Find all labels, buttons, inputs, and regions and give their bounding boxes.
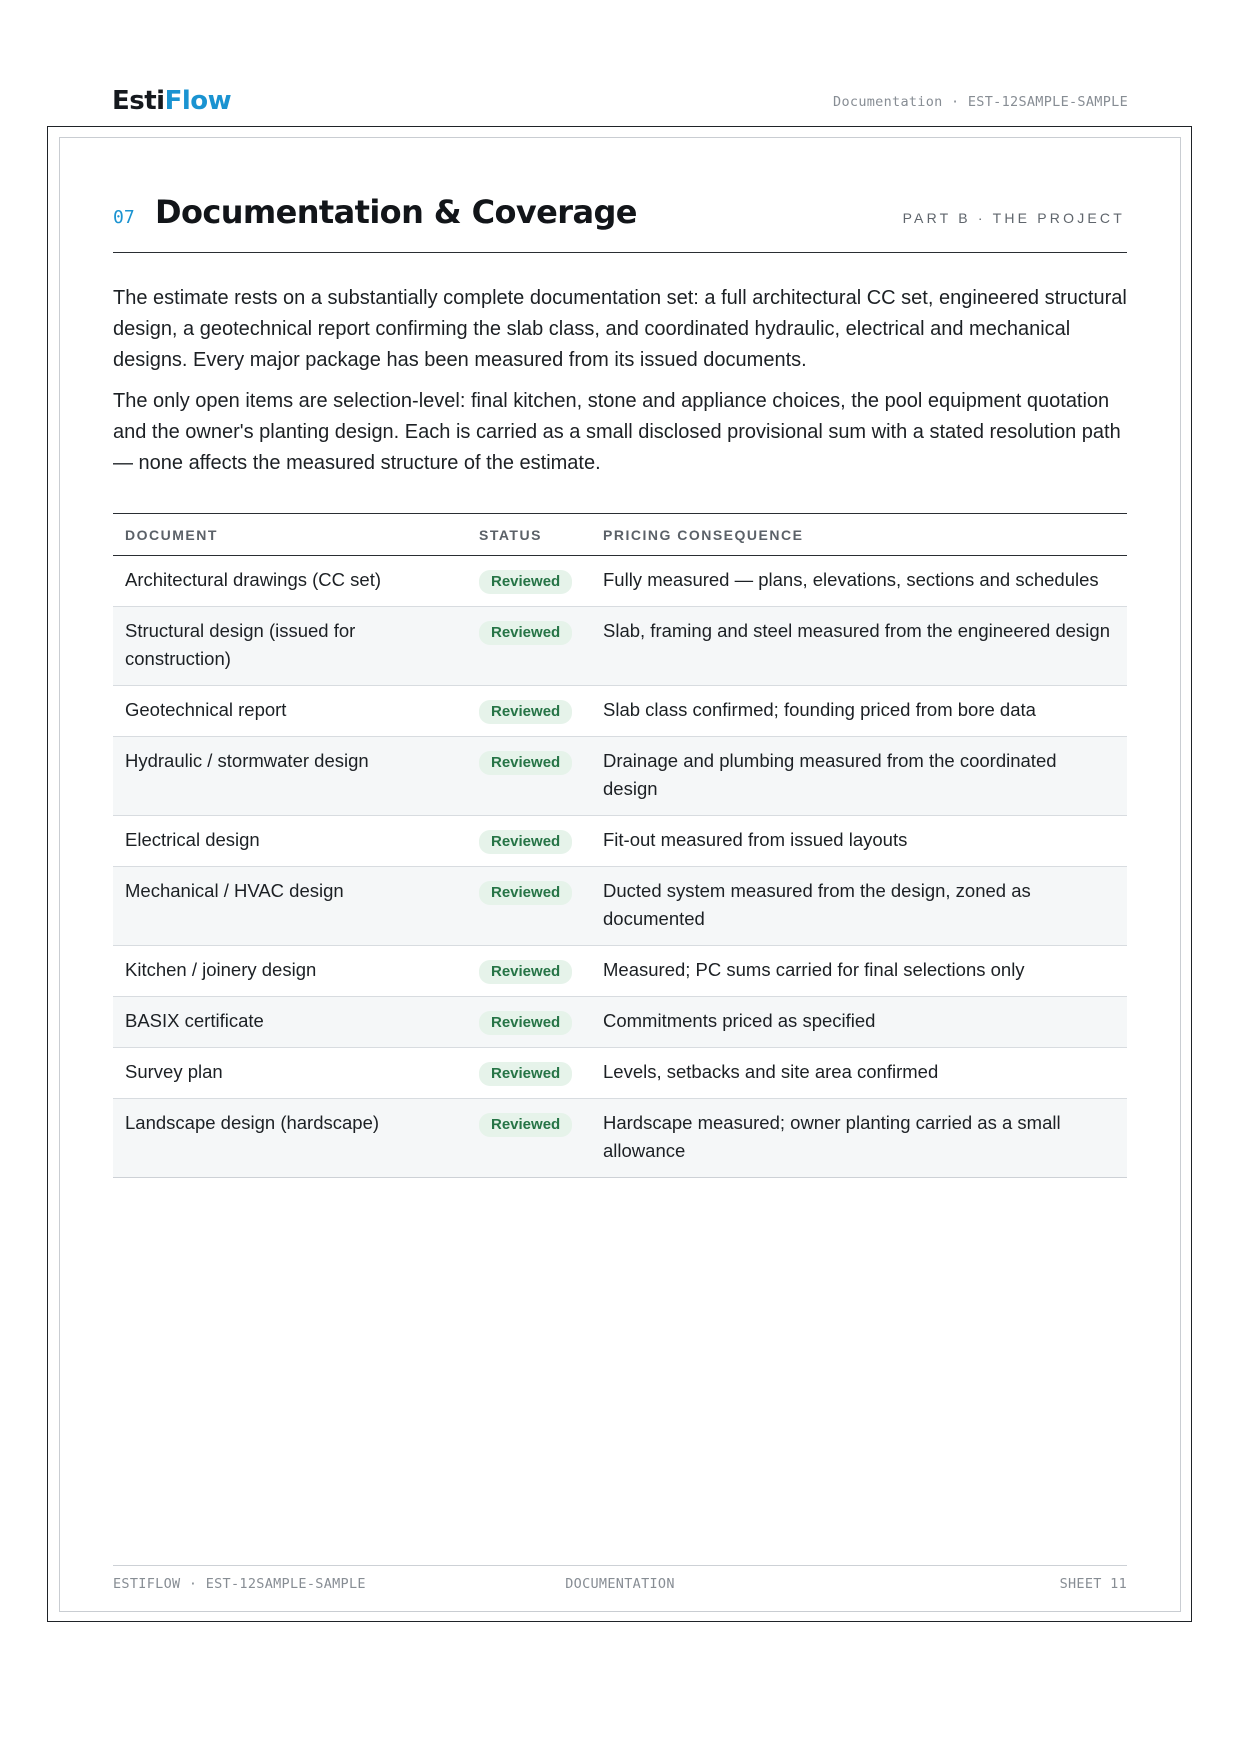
cell-document: Structural design (issued for construction) <box>113 607 467 686</box>
cell-consequence: Slab, framing and steel measured from the engineered design <box>591 607 1127 686</box>
cell-consequence: Fit-out measured from issued layouts <box>591 816 1127 867</box>
section-header <box>113 190 1127 253</box>
status-badge: Reviewed <box>479 751 572 775</box>
status-badge: Reviewed <box>479 830 572 854</box>
header-pricing-consequence: PRICING CONSEQUENCE <box>591 514 1127 556</box>
table-row <box>113 867 1127 946</box>
table-row <box>113 556 1127 607</box>
cell-status <box>467 1048 591 1099</box>
section-title: Documentation & Coverage <box>155 193 637 231</box>
cell-document: Electrical design <box>113 816 467 867</box>
cell-document: BASIX certificate <box>113 997 467 1048</box>
cell-consequence: Levels, setbacks and site area confirmed <box>591 1048 1127 1099</box>
cell-document: Landscape design (hardscape) <box>113 1099 467 1178</box>
status-badge: Reviewed <box>479 700 572 724</box>
status-badge: Reviewed <box>479 1011 572 1035</box>
cell-status <box>467 816 591 867</box>
brand-name-part1: Esti <box>112 86 165 116</box>
table-row <box>113 607 1127 686</box>
table-row <box>113 686 1127 737</box>
section-part-label: PART B · THE PROJECT <box>902 210 1125 226</box>
brand-name-part2: Flow <box>164 86 232 116</box>
cell-document: Mechanical / HVAC design <box>113 867 467 946</box>
footer-section: DOCUMENTATION <box>565 1576 675 1592</box>
intro-paragraph-2: The only open items are selection-level: final kitchen, stone and appliance choices, the pool equipment quotation and the owner's planting design. Each is carried as a small disclosed provisional sum with a stated resolution path — none affects the measured structure of the estimate. <box>113 390 1121 474</box>
cell-consequence: Ducted system measured from the design, zoned as documented <box>591 867 1127 946</box>
table-row <box>113 1048 1127 1099</box>
section-number: 07 <box>113 207 135 228</box>
cell-document: Architectural drawings (CC set) <box>125 569 381 590</box>
table-row <box>113 1099 1127 1178</box>
table-row <box>113 997 1127 1048</box>
header-meta: Documentation · EST-12SAMPLE-SAMPLE <box>833 94 1128 110</box>
cell-consequence: Measured; PC sums carried for final selections only <box>591 946 1127 997</box>
status-badge: Reviewed <box>479 621 572 645</box>
intro-paragraph-1: The estimate rests on a substantially complete documentation set: a full architectural CC set, engineered structural design, a geotechnical report confirming the slab class, and coordinated hydraulic, electrical and mechanical designs. Every major package has been measured from its issued documents. <box>113 287 1127 371</box>
cell-status <box>467 867 591 946</box>
header-document: DOCUMENT <box>113 514 467 556</box>
status-badge: Reviewed <box>479 960 572 984</box>
cell-status <box>467 686 591 737</box>
table-header-row <box>113 514 1127 556</box>
cell-consequence: Fully measured — plans, elevations, sections and schedules <box>603 569 1099 590</box>
cell-status <box>467 607 591 686</box>
intro-text <box>113 283 1127 479</box>
page-header <box>112 84 1128 124</box>
cell-document: Geotechnical report <box>113 686 467 737</box>
table-row <box>113 946 1127 997</box>
cell-consequence: Commitments priced as specified <box>591 997 1127 1048</box>
status-badge: Reviewed <box>479 1062 572 1086</box>
cell-status <box>467 997 591 1048</box>
status-badge: Reviewed <box>479 570 572 594</box>
status-badge: Reviewed <box>479 1113 572 1137</box>
footer-reference: ESTIFLOW · EST-12SAMPLE-SAMPLE <box>113 1576 366 1592</box>
table-row <box>113 816 1127 867</box>
footer-sheet-number: SHEET 11 <box>1059 1576 1127 1592</box>
cell-consequence: Drainage and plumbing measured from the coordinated design <box>591 737 1127 816</box>
table-row <box>113 737 1127 816</box>
page-content <box>113 190 1127 1178</box>
cell-consequence: Hardscape measured; owner planting carried as a small allowance <box>591 1099 1127 1178</box>
brand-logo <box>112 86 231 116</box>
cell-status <box>467 556 591 607</box>
documentation-table <box>113 513 1127 1178</box>
header-status: STATUS <box>467 514 591 556</box>
cell-status <box>467 1099 591 1178</box>
cell-document: Kitchen / joinery design <box>113 946 467 997</box>
cell-status <box>467 946 591 997</box>
page-footer <box>113 1565 1127 1596</box>
cell-status <box>467 737 591 816</box>
cell-document: Survey plan <box>113 1048 467 1099</box>
cell-document: Hydraulic / stormwater design <box>113 737 467 816</box>
cell-consequence: Slab class confirmed; founding priced from bore data <box>591 686 1127 737</box>
status-badge: Reviewed <box>479 881 572 905</box>
